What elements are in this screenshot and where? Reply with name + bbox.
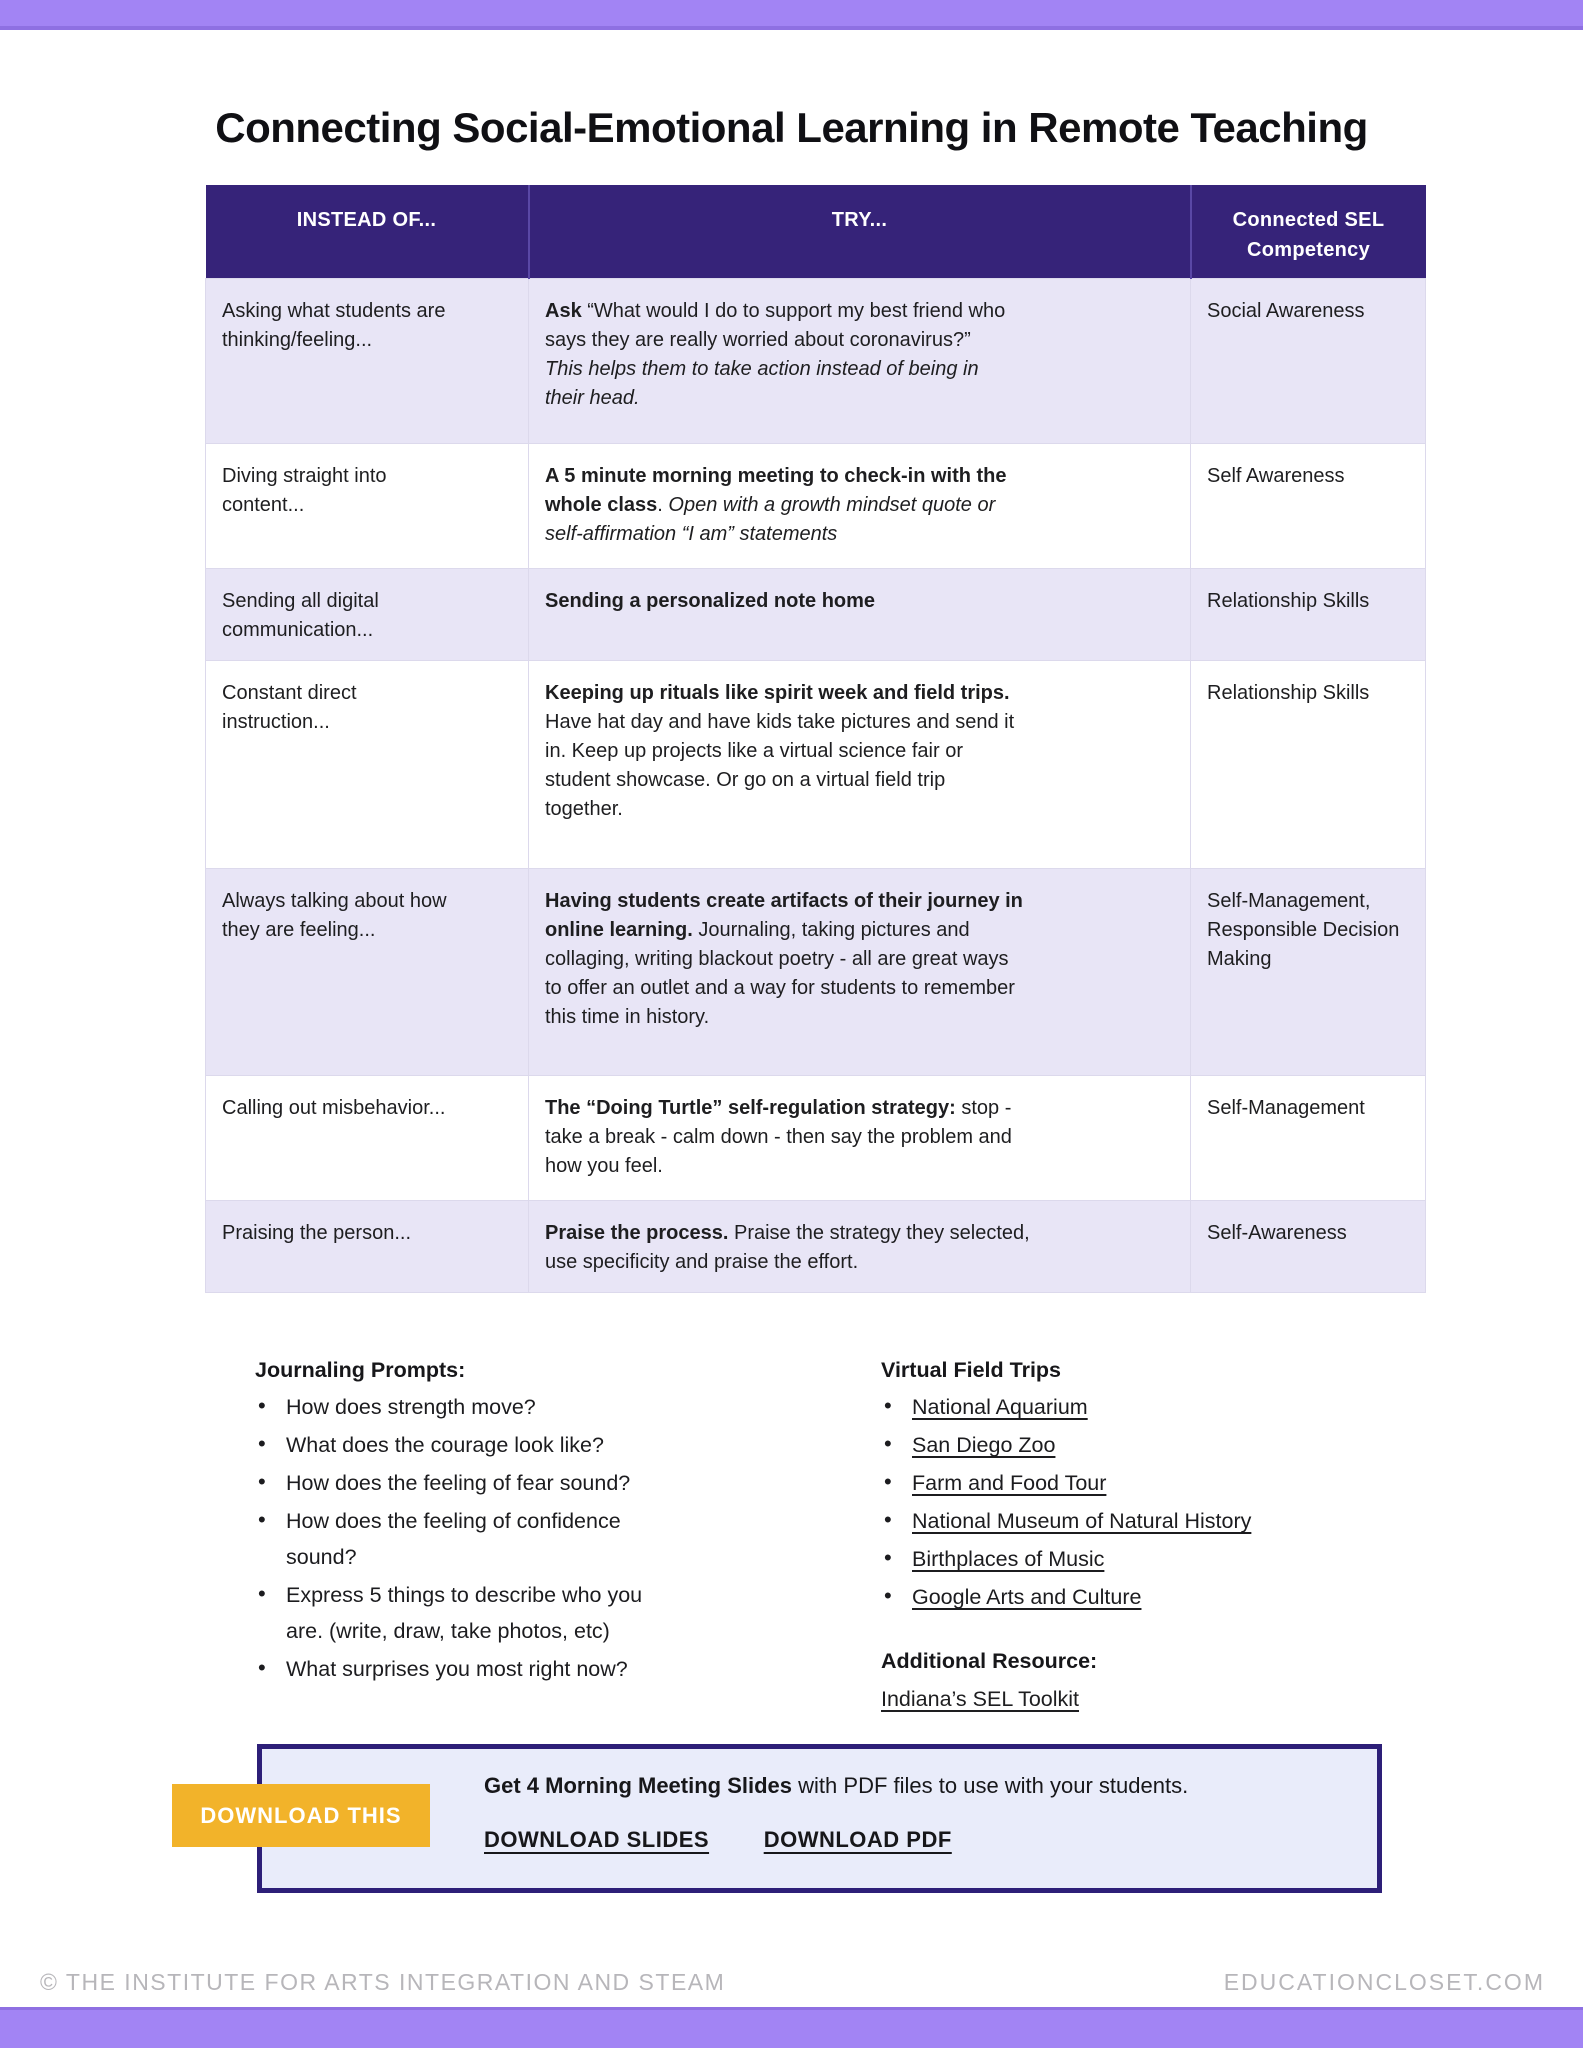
table-row <box>206 1200 1426 1292</box>
journaling-prompts-list <box>255 1389 675 1687</box>
try-text-segment: this time in history. <box>545 1005 710 1028</box>
competency-cell: Relationship Skills <box>1191 568 1426 660</box>
try-cell <box>529 568 1191 660</box>
table-row <box>206 868 1426 1075</box>
instead-cell: Always talking about how they are feeling... <box>206 868 529 1075</box>
instead-cell: Constant direct instruction... <box>206 660 529 868</box>
instead-cell: Diving straight into content... <box>206 443 529 568</box>
instead-cell: Sending all digital communication... <box>206 568 529 660</box>
additional-resource-block <box>881 1643 1381 1718</box>
field-trip-item <box>881 1389 1381 1425</box>
try-cell <box>529 660 1191 868</box>
field-trip-link[interactable]: Farm and Food Tour <box>912 1471 1107 1495</box>
virtual-field-trips-heading: Virtual Field Trips <box>881 1358 1062 1382</box>
field-trip-link[interactable]: Birthplaces of Music <box>912 1547 1105 1571</box>
try-cell <box>529 278 1191 443</box>
field-trip-item <box>881 1427 1381 1463</box>
journaling-prompts-section <box>255 1352 675 1689</box>
try-text-segment: online learning. <box>545 918 693 941</box>
field-trip-item <box>881 1465 1381 1501</box>
try-text-segment: Have hat day and have kids take pictures and send it <box>545 710 1015 733</box>
download-links-row <box>484 1827 1000 1853</box>
try-text-segment: to offer an outlet and a way for students to remember <box>545 976 1015 999</box>
table-body <box>206 278 1426 1292</box>
try-text-segment: self-affirmation “I am” statements <box>545 522 838 545</box>
table-row <box>206 660 1426 868</box>
journal-prompt-item <box>255 1465 675 1501</box>
try-text-segment: Praise the strategy they selected, <box>728 1221 1030 1244</box>
journal-prompt-item <box>255 1389 675 1425</box>
journal-prompt-item <box>255 1577 675 1649</box>
try-cell <box>529 1200 1191 1292</box>
try-text-segment: Sending a personalized note home <box>545 589 876 612</box>
try-text-segment: The “Doing Turtle” self-regulation strategy: <box>545 1096 956 1119</box>
try-text-segment: student showcase. Or go on a virtual field trip <box>545 768 946 791</box>
try-text-segment: says they are really worried about coronavirus?” <box>545 328 971 351</box>
instead-cell: Praising the person... <box>206 1200 529 1292</box>
try-text-segment: Journaling, taking pictures and <box>692 918 970 941</box>
sel-toolkit-link-row <box>881 1680 1381 1718</box>
competency-cell: Self-Awareness <box>1191 1200 1426 1292</box>
field-trip-item <box>881 1541 1381 1577</box>
try-text-segment: “What would I do to support my best friend who <box>581 299 1006 322</box>
table-header-row <box>206 185 1426 278</box>
top-accent-bar <box>0 0 1583 30</box>
journal-prompt-text: Express 5 things to describe who you are. (write, draw, take photos, etc) <box>286 1583 643 1643</box>
download-this-badge[interactable]: DOWNLOAD THIS <box>172 1784 430 1847</box>
instead-cell: Calling out misbehavior... <box>206 1075 529 1200</box>
field-trip-link[interactable]: National Aquarium <box>912 1395 1088 1419</box>
download-message-bold: Get 4 Morning Meeting Slides <box>484 1773 793 1798</box>
journaling-prompts-heading: Journaling Prompts: <box>255 1358 466 1382</box>
try-text-segment: Ask <box>545 299 582 322</box>
try-text-segment: Having students create artifacts of their journey in <box>545 889 1023 912</box>
journal-prompt-text: How does strength move? <box>286 1395 536 1419</box>
download-message <box>484 1773 1188 1799</box>
field-trip-link[interactable]: National Museum of Natural History <box>912 1509 1252 1533</box>
footer-copyright: © THE INSTITUTE FOR ARTS INTEGRATION AND STEAM <box>40 1969 726 1995</box>
bottom-accent-bar <box>0 2007 1583 2048</box>
try-text-segment: Praise the process. <box>545 1221 729 1244</box>
try-text-segment: together. <box>545 797 623 820</box>
page-title: Connecting Social-Emotional Learning in Remote Teaching <box>215 104 1368 152</box>
try-text-segment: take a break - calm down - then say the problem and <box>545 1125 1012 1148</box>
try-cell <box>529 868 1191 1075</box>
virtual-field-trips-section <box>881 1352 1381 1718</box>
table-row <box>206 443 1426 568</box>
table-row <box>206 568 1426 660</box>
try-text-segment: stop - <box>955 1096 1012 1119</box>
try-text-segment: use specificity and praise the effort. <box>545 1250 859 1273</box>
try-text-segment: in. Keep up projects like a virtual science fair or <box>545 739 963 762</box>
competency-cell: Self-Management <box>1191 1075 1426 1200</box>
try-text-segment: Open with a growth mindset quote or <box>668 493 996 516</box>
try-cell <box>529 443 1191 568</box>
field-trip-link[interactable]: Google Arts and Culture <box>912 1585 1142 1609</box>
field-trip-item <box>881 1579 1381 1615</box>
sel-strategies-table <box>205 185 1426 1293</box>
additional-resource-heading: Additional Resource: <box>881 1649 1098 1673</box>
field-trip-item <box>881 1503 1381 1539</box>
download-message-rest: with PDF files to use with your students. <box>792 1773 1189 1798</box>
table-row <box>206 1075 1426 1200</box>
try-text-segment: A 5 minute morning meeting to check-in with the <box>545 464 1007 487</box>
try-text-segment: whole class <box>545 493 658 516</box>
journal-prompt-item <box>255 1651 675 1687</box>
table-header-competency: Connected SEL Competency <box>1191 185 1426 278</box>
indiana-sel-toolkit-link[interactable]: Indiana’s SEL Toolkit <box>881 1687 1080 1711</box>
try-text-segment: how you feel. <box>545 1154 663 1177</box>
journal-prompt-item <box>255 1427 675 1463</box>
try-text-segment: This helps them to take action instead of being in <box>545 357 979 380</box>
virtual-field-trips-list <box>881 1389 1381 1615</box>
try-text-segment: collaging, writing blackout poetry - all are great ways <box>545 947 1009 970</box>
journal-prompt-text: How does the feeling of confidence sound? <box>286 1509 621 1569</box>
try-text-segment: Keeping up rituals like spirit week and field trips. <box>545 681 1010 704</box>
table-header-instead: INSTEAD OF... <box>206 185 529 278</box>
download-slides-link[interactable]: DOWNLOAD SLIDES <box>484 1827 710 1852</box>
competency-cell: Relationship Skills <box>1191 660 1426 868</box>
competency-cell: Social Awareness <box>1191 278 1426 443</box>
journal-prompt-item <box>255 1503 675 1575</box>
journal-prompt-text: How does the feeling of fear sound? <box>286 1471 631 1495</box>
try-cell <box>529 1075 1191 1200</box>
journal-prompt-text: What does the courage look like? <box>286 1433 604 1457</box>
try-text-segment: their head. <box>545 386 640 409</box>
competency-cell: Self-Management, Responsible Decision Making <box>1191 868 1426 1075</box>
download-pdf-link[interactable]: DOWNLOAD PDF <box>763 1827 952 1852</box>
field-trip-link[interactable]: San Diego Zoo <box>912 1433 1056 1457</box>
table-header-try: TRY... <box>529 185 1191 278</box>
footer-site-url: EDUCATIONCLOSET.COM <box>1223 1969 1545 1995</box>
instead-cell: Asking what students are thinking/feeling... <box>206 278 529 443</box>
try-text-segment: . <box>657 493 669 516</box>
journal-prompt-text: What surprises you most right now? <box>286 1657 628 1681</box>
competency-cell: Self Awareness <box>1191 443 1426 568</box>
table-row <box>206 278 1426 443</box>
